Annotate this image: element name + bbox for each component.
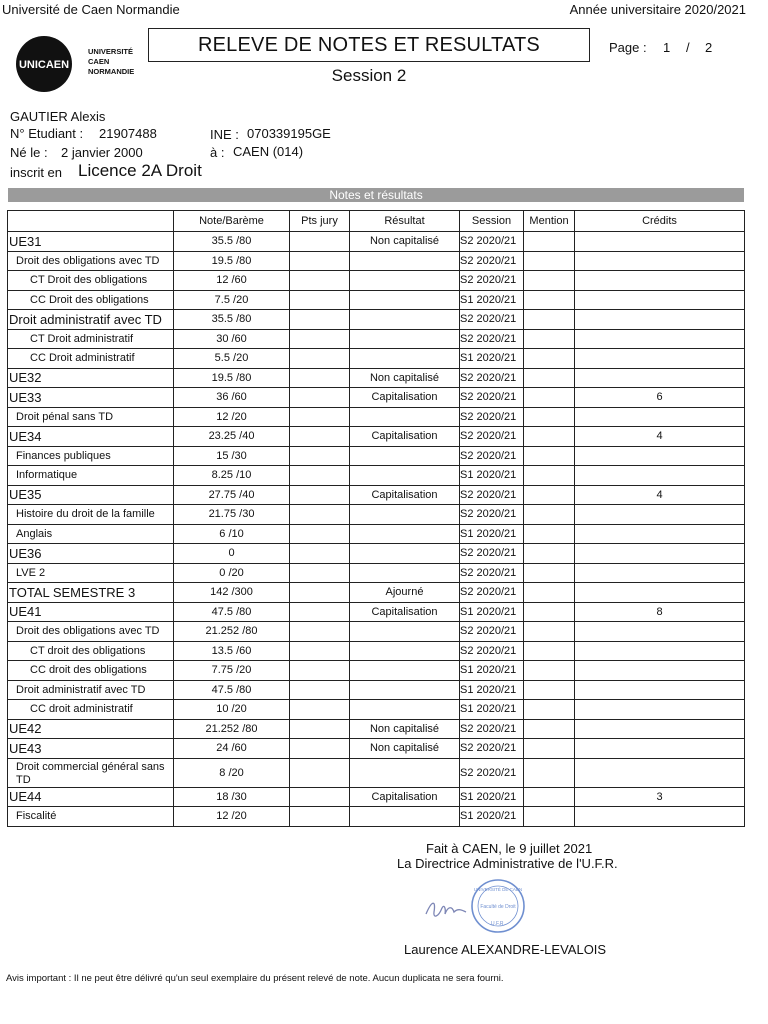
row-note: 36 /60: [174, 388, 290, 408]
table-row: [8, 602, 745, 622]
row-credits: [575, 329, 745, 349]
row-mention: [524, 485, 575, 505]
row-mention: [524, 700, 575, 720]
row-credits: [575, 622, 745, 642]
row-mention: [524, 622, 575, 642]
row-session: S2 2020/21: [460, 739, 524, 759]
row-credits: [575, 505, 745, 525]
row-mention: [524, 310, 575, 330]
row-label: UE43: [8, 739, 174, 759]
row-label: UE33: [8, 388, 174, 408]
row-pts-jury: [290, 700, 350, 720]
row-credits: [575, 466, 745, 486]
stamp-top-text: UNIVERSITÉ DE CAEN: [473, 887, 523, 892]
row-result: [350, 290, 460, 310]
row-mention: [524, 329, 575, 349]
table-row: [8, 349, 745, 369]
signatory-name: Laurence ALEXANDRE-LEVALOIS: [404, 942, 607, 957]
grades-table: [7, 210, 745, 827]
row-note: 35.5 /80: [174, 232, 290, 252]
table-row: [8, 329, 745, 349]
row-label: Histoire du droit de la famille: [8, 505, 174, 525]
row-note: 21.252 /80: [174, 622, 290, 642]
row-session: S2 2020/21: [460, 719, 524, 739]
page-total: 2: [705, 40, 713, 55]
enrolled-program: Licence 2A Droit: [78, 161, 202, 180]
table-row: [8, 446, 745, 466]
row-pts-jury: [290, 505, 350, 525]
signature-stamp: [418, 878, 530, 938]
row-pts-jury: [290, 680, 350, 700]
row-label: Finances publiques: [8, 446, 174, 466]
row-label: CC droit administratif: [8, 700, 174, 720]
row-credits: [575, 544, 745, 564]
row-result: [350, 700, 460, 720]
row-session: S2 2020/21: [460, 388, 524, 408]
row-pts-jury: [290, 563, 350, 583]
session-label: Session 2: [331, 66, 407, 85]
row-label: Informatique: [8, 466, 174, 486]
row-result: Ajourné: [350, 583, 460, 603]
row-result: Non capitalisé: [350, 368, 460, 388]
row-label: LVE 2: [8, 563, 174, 583]
row-pts-jury: [290, 739, 350, 759]
row-credits: [575, 251, 745, 271]
header-pts-jury: Pts jury: [290, 211, 350, 232]
table-row: [8, 700, 745, 720]
row-note: 47.5 /80: [174, 680, 290, 700]
row-pts-jury: [290, 787, 350, 807]
row-mention: [524, 719, 575, 739]
row-result: [350, 758, 460, 787]
row-result: Non capitalisé: [350, 739, 460, 759]
row-result: [350, 544, 460, 564]
row-label: Droit administratif avec TD: [8, 680, 174, 700]
row-note: 18 /30: [174, 787, 290, 807]
birth-label: Né le :: [10, 145, 48, 160]
row-result: Non capitalisé: [350, 232, 460, 252]
row-mention: [524, 524, 575, 544]
row-credits: [575, 739, 745, 759]
row-credits: [575, 700, 745, 720]
table-row: [8, 251, 745, 271]
row-result: [350, 680, 460, 700]
row-mention: [524, 427, 575, 447]
row-mention: [524, 466, 575, 486]
row-result: [350, 349, 460, 369]
row-credits: [575, 758, 745, 787]
row-session: S2 2020/21: [460, 232, 524, 252]
row-session: S1 2020/21: [460, 524, 524, 544]
row-label: UE41: [8, 602, 174, 622]
header-session: Session: [460, 211, 524, 232]
table-row: [8, 427, 745, 447]
row-note: 6 /10: [174, 524, 290, 544]
table-row: [8, 407, 745, 427]
academic-year: Année universitaire 2020/2021: [569, 2, 746, 17]
table-row: [8, 232, 745, 252]
row-session: S2 2020/21: [460, 329, 524, 349]
row-credits: [575, 583, 745, 603]
row-credits: 8: [575, 602, 745, 622]
table-row: [8, 388, 745, 408]
row-session: S1 2020/21: [460, 807, 524, 827]
row-note: 12 /60: [174, 271, 290, 291]
row-pts-jury: [290, 388, 350, 408]
row-note: 12 /20: [174, 407, 290, 427]
logo-mark: UNICAEN: [18, 59, 70, 71]
row-credits: [575, 310, 745, 330]
logo-line1: UNIVERSITÉ: [88, 47, 134, 56]
row-result: [350, 622, 460, 642]
row-result: [350, 310, 460, 330]
row-session: S2 2020/21: [460, 641, 524, 661]
row-session: S1 2020/21: [460, 787, 524, 807]
row-mention: [524, 583, 575, 603]
row-pts-jury: [290, 807, 350, 827]
row-note: 7.5 /20: [174, 290, 290, 310]
row-label: TOTAL SEMESTRE 3: [8, 583, 174, 603]
row-note: 15 /30: [174, 446, 290, 466]
table-row: [8, 310, 745, 330]
row-session: S1 2020/21: [460, 602, 524, 622]
table-row: [8, 739, 745, 759]
row-session: S2 2020/21: [460, 310, 524, 330]
row-credits: 6: [575, 388, 745, 408]
row-result: Capitalisation: [350, 388, 460, 408]
row-note: 24 /60: [174, 739, 290, 759]
row-session: S2 2020/21: [460, 544, 524, 564]
row-note: 35.5 /80: [174, 310, 290, 330]
row-mention: [524, 641, 575, 661]
row-pts-jury: [290, 290, 350, 310]
row-mention: [524, 544, 575, 564]
row-mention: [524, 563, 575, 583]
row-label: CC Droit des obligations: [8, 290, 174, 310]
row-note: 10 /20: [174, 700, 290, 720]
row-note: 30 /60: [174, 329, 290, 349]
row-result: [350, 271, 460, 291]
important-notice: Avis important : Il ne peut être délivré qu'un seul exemplaire du présent relevé de note. Aucun duplicata ne sera fourni.: [6, 973, 504, 984]
row-label: UE36: [8, 544, 174, 564]
row-pts-jury: [290, 251, 350, 271]
row-pts-jury: [290, 719, 350, 739]
row-mention: [524, 388, 575, 408]
row-pts-jury: [290, 271, 350, 291]
row-mention: [524, 758, 575, 787]
row-note: 27.75 /40: [174, 485, 290, 505]
table-row: [8, 271, 745, 291]
row-result: Capitalisation: [350, 787, 460, 807]
row-mention: [524, 446, 575, 466]
table-row: [8, 787, 745, 807]
row-note: 0 /20: [174, 563, 290, 583]
row-result: [350, 251, 460, 271]
row-label: CC droit des obligations: [8, 661, 174, 681]
row-label: CT droit des obligations: [8, 641, 174, 661]
row-session: S2 2020/21: [460, 563, 524, 583]
row-session: S2 2020/21: [460, 407, 524, 427]
row-credits: [575, 661, 745, 681]
stamp-bottom-text: U.F.R.: [491, 921, 505, 927]
row-note: 8 /20: [174, 758, 290, 787]
row-session: S2 2020/21: [460, 485, 524, 505]
row-credits: [575, 807, 745, 827]
row-label: CT Droit des obligations: [8, 271, 174, 291]
row-mention: [524, 787, 575, 807]
student-id-value: 21907488: [99, 126, 157, 141]
row-session: S2 2020/21: [460, 758, 524, 787]
row-pts-jury: [290, 349, 350, 369]
row-mention: [524, 407, 575, 427]
row-session: S2 2020/21: [460, 368, 524, 388]
table-header-row: [8, 211, 745, 232]
header-label: [8, 211, 174, 232]
row-label: Anglais: [8, 524, 174, 544]
table-row: [8, 641, 745, 661]
row-mention: [524, 290, 575, 310]
row-label: Droit des obligations avec TD: [8, 622, 174, 642]
row-note: 21.252 /80: [174, 719, 290, 739]
row-note: 8.25 /10: [174, 466, 290, 486]
university-name: Université de Caen Normandie: [2, 2, 180, 17]
logo-line3: NORMANDIE: [88, 67, 135, 76]
row-pts-jury: [290, 329, 350, 349]
row-credits: [575, 719, 745, 739]
row-label: CT Droit administratif: [8, 329, 174, 349]
row-credits: 3: [575, 787, 745, 807]
header-credits: Crédits: [575, 211, 745, 232]
row-pts-jury: [290, 446, 350, 466]
table-row: [8, 680, 745, 700]
row-pts-jury: [290, 758, 350, 787]
row-pts-jury: [290, 232, 350, 252]
row-pts-jury: [290, 622, 350, 642]
row-label: UE42: [8, 719, 174, 739]
row-mention: [524, 807, 575, 827]
row-label: UE44: [8, 787, 174, 807]
table-row: [8, 524, 745, 544]
stamp-center-text: Faculté de Droit: [480, 904, 516, 910]
row-label: Droit pénal sans TD: [8, 407, 174, 427]
row-credits: [575, 641, 745, 661]
table-row: [8, 563, 745, 583]
row-label: Droit administratif avec TD: [8, 310, 174, 330]
row-result: [350, 641, 460, 661]
row-pts-jury: [290, 485, 350, 505]
row-pts-jury: [290, 641, 350, 661]
row-mention: [524, 602, 575, 622]
row-mention: [524, 505, 575, 525]
row-session: S2 2020/21: [460, 622, 524, 642]
row-mention: [524, 368, 575, 388]
row-pts-jury: [290, 466, 350, 486]
table-row: [8, 807, 745, 827]
table-row: [8, 583, 745, 603]
table-row: [8, 758, 745, 787]
table-row: [8, 719, 745, 739]
row-result: [350, 807, 460, 827]
row-label: UE34: [8, 427, 174, 447]
ine-label: INE :: [210, 127, 239, 142]
row-note: 19.5 /80: [174, 251, 290, 271]
row-session: S1 2020/21: [460, 700, 524, 720]
row-label: UE31: [8, 232, 174, 252]
row-session: S2 2020/21: [460, 271, 524, 291]
row-result: Capitalisation: [350, 602, 460, 622]
row-pts-jury: [290, 427, 350, 447]
row-mention: [524, 661, 575, 681]
row-mention: [524, 680, 575, 700]
row-label: Fiscalité: [8, 807, 174, 827]
row-credits: [575, 290, 745, 310]
table-row: [8, 368, 745, 388]
row-result: Non capitalisé: [350, 719, 460, 739]
row-label: Droit des obligations avec TD: [8, 251, 174, 271]
row-note: 142 /300: [174, 583, 290, 603]
section-bar: Notes et résultats: [8, 188, 744, 202]
row-session: S1 2020/21: [460, 680, 524, 700]
row-session: S2 2020/21: [460, 251, 524, 271]
unicaen-logo-graphic: [14, 34, 154, 94]
row-note: 0: [174, 544, 290, 564]
row-credits: [575, 349, 745, 369]
page-separator: /: [686, 40, 690, 55]
university-logo: [14, 34, 154, 94]
row-pts-jury: [290, 524, 350, 544]
row-mention: [524, 251, 575, 271]
row-result: [350, 446, 460, 466]
birth-place: CAEN (014): [233, 144, 304, 159]
row-note: 23.25 /40: [174, 427, 290, 447]
row-result: Capitalisation: [350, 427, 460, 447]
row-credits: 4: [575, 485, 745, 505]
enrolled-label: inscrit en: [10, 165, 63, 180]
table-row: [8, 466, 745, 486]
header-mention: Mention: [524, 211, 575, 232]
table-row: [8, 290, 745, 310]
ine-value: 070339195GE: [247, 126, 331, 141]
page-current: 1: [663, 40, 671, 55]
row-session: S1 2020/21: [460, 661, 524, 681]
birth-date: 2 janvier 2000: [61, 145, 143, 160]
row-credits: [575, 680, 745, 700]
row-credits: [575, 368, 745, 388]
table-row: [8, 622, 745, 642]
row-mention: [524, 739, 575, 759]
row-label: UE35: [8, 485, 174, 505]
row-result: [350, 563, 460, 583]
row-pts-jury: [290, 310, 350, 330]
student-name: GAUTIER Alexis: [10, 109, 106, 124]
row-credits: [575, 446, 745, 466]
row-note: 5.5 /20: [174, 349, 290, 369]
row-note: 12 /20: [174, 807, 290, 827]
row-credits: [575, 524, 745, 544]
row-session: S1 2020/21: [460, 349, 524, 369]
place-date: Fait à CAEN, le 9 juillet 2021: [426, 841, 593, 856]
row-pts-jury: [290, 661, 350, 681]
table-row: [8, 661, 745, 681]
row-note: 21.75 /30: [174, 505, 290, 525]
row-session: S2 2020/21: [460, 427, 524, 447]
row-result: [350, 661, 460, 681]
row-note: 19.5 /80: [174, 368, 290, 388]
row-label: Droit commercial général sans TD: [8, 758, 174, 787]
document-title: RELEVE DE NOTES ET RESULTATS: [148, 28, 590, 62]
row-credits: [575, 407, 745, 427]
table-row: [8, 485, 745, 505]
signature-stamp-graphic: [418, 878, 530, 938]
row-session: S2 2020/21: [460, 505, 524, 525]
table-row: [8, 505, 745, 525]
table-row: [8, 544, 745, 564]
row-result: [350, 407, 460, 427]
row-note: 47.5 /80: [174, 602, 290, 622]
row-result: Capitalisation: [350, 485, 460, 505]
row-mention: [524, 271, 575, 291]
row-note: 13.5 /60: [174, 641, 290, 661]
row-pts-jury: [290, 544, 350, 564]
header-result: Résultat: [350, 211, 460, 232]
row-note: 7.75 /20: [174, 661, 290, 681]
row-result: [350, 505, 460, 525]
birth-place-label: à :: [210, 145, 225, 160]
row-session: S1 2020/21: [460, 290, 524, 310]
row-session: S2 2020/21: [460, 583, 524, 603]
row-result: [350, 329, 460, 349]
row-pts-jury: [290, 368, 350, 388]
row-label: UE32: [8, 368, 174, 388]
row-result: [350, 466, 460, 486]
row-mention: [524, 232, 575, 252]
row-mention: [524, 349, 575, 369]
row-credits: 4: [575, 427, 745, 447]
row-session: S1 2020/21: [460, 466, 524, 486]
row-pts-jury: [290, 602, 350, 622]
grades-body: [8, 232, 745, 827]
row-pts-jury: [290, 583, 350, 603]
row-label: CC Droit administratif: [8, 349, 174, 369]
row-credits: [575, 563, 745, 583]
signatory-title: La Directrice Administrative de l'U.F.R.: [397, 856, 618, 871]
header-note: Note/Barème: [174, 211, 290, 232]
logo-line2: CAEN: [88, 57, 110, 66]
row-pts-jury: [290, 407, 350, 427]
student-id-label: N° Etudiant :: [10, 126, 84, 141]
row-result: [350, 524, 460, 544]
row-credits: [575, 232, 745, 252]
page-label: Page :: [609, 40, 647, 55]
row-session: S2 2020/21: [460, 446, 524, 466]
row-credits: [575, 271, 745, 291]
